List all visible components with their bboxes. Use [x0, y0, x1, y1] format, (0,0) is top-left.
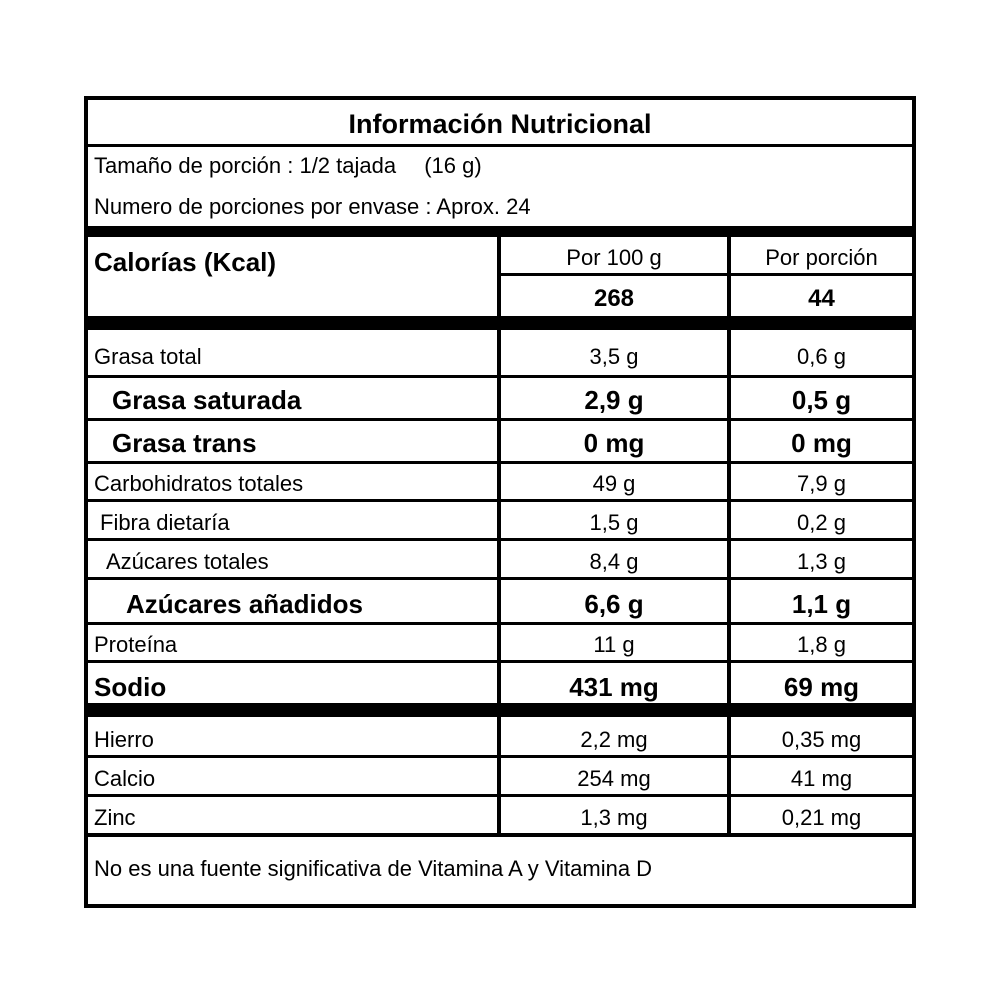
nutrient-per-serving: 0 mg [791, 428, 852, 458]
header-divider [501, 273, 912, 276]
column-divider [727, 330, 731, 703]
mineral-per-100g: 1,3 mg [580, 805, 648, 830]
nutrient-per-100g: 0 mg [583, 428, 645, 458]
nutrient-name: Grasa total [94, 344, 202, 369]
nutrient-per-serving: 1,1 g [791, 589, 852, 619]
mineral-name: Calcio [94, 766, 156, 791]
nutrient-per-serving: 7,9 g [797, 471, 846, 496]
nutrient-per-100g: 1,5 g [589, 510, 639, 535]
label-title: Información Nutricional [348, 109, 652, 139]
column-divider [727, 237, 731, 316]
nutrient-per-100g: 11 g [593, 632, 635, 657]
nutrient-per-100g: 3,5 g [589, 344, 639, 369]
nutrient-per-100g: 49 g [592, 471, 636, 496]
thick-divider [88, 226, 912, 237]
nutrient-per-serving: 0,2 g [797, 510, 846, 535]
thick-divider [88, 316, 912, 330]
nutrient-per-100g: 2,9 g [584, 385, 644, 415]
serving-size-value: (16 g) [424, 153, 482, 178]
nutrient-name: Grasa trans [112, 428, 257, 458]
column-divider [497, 237, 501, 316]
nutrient-name: Fibra dietaría [100, 510, 230, 535]
column-header-per-serving: Por porción [765, 245, 878, 270]
mineral-per-serving: 0,21 mg [781, 805, 862, 830]
calories-label: Calorías (Kcal) [94, 247, 277, 277]
nutrition-facts-label [84, 96, 916, 908]
calories-per-100g: 268 [593, 285, 635, 312]
nutrient-name: Grasa saturada [112, 385, 302, 415]
servings-per-container: Numero de porciones por envase : Aprox. 24 [94, 194, 531, 219]
footnote: No es una fuente significativa de Vitamina A y Vitamina D [94, 856, 653, 881]
calories-per-serving: 44 [808, 285, 835, 312]
nutrient-per-serving: 1,8 g [797, 632, 846, 657]
nutrient-per-serving: 69 mg [783, 672, 860, 702]
mineral-name: Zinc [94, 805, 136, 830]
title-divider [88, 144, 912, 147]
nutrient-per-100g: 6,6 g [584, 589, 644, 619]
nutrient-per-serving: 0,5 g [791, 385, 852, 415]
mineral-per-serving: 0,35 mg [781, 727, 862, 752]
nutrient-name: Azúcares totales [106, 549, 269, 574]
nutrient-per-100g: 431 mg [569, 672, 659, 702]
mineral-name: Hierro [94, 727, 154, 752]
thick-divider [88, 703, 912, 717]
nutrient-per-serving: 1,3 g [797, 549, 846, 574]
nutrient-name: Carbohidratos totales [94, 471, 304, 496]
column-header-per-100g: Por 100 g [566, 245, 662, 270]
nutrient-name: Sodio [94, 672, 167, 702]
nutrient-per-serving: 0,6 g [797, 344, 846, 369]
row-divider [88, 833, 912, 837]
mineral-per-100g: 2,2 mg [580, 727, 648, 752]
serving-size [94, 153, 482, 179]
column-divider [497, 717, 501, 833]
nutrient-name: Proteína [94, 632, 178, 657]
nutrient-per-100g: 8,4 g [589, 549, 639, 574]
nutrient-name: Azúcares añadidos [126, 589, 363, 619]
mineral-per-100g: 254 mg [577, 766, 651, 791]
column-divider [727, 717, 731, 833]
mineral-per-serving: 41 mg [790, 766, 853, 791]
column-divider [497, 330, 501, 703]
serving-size-label: Tamaño de porción : 1/2 tajada [94, 153, 397, 178]
